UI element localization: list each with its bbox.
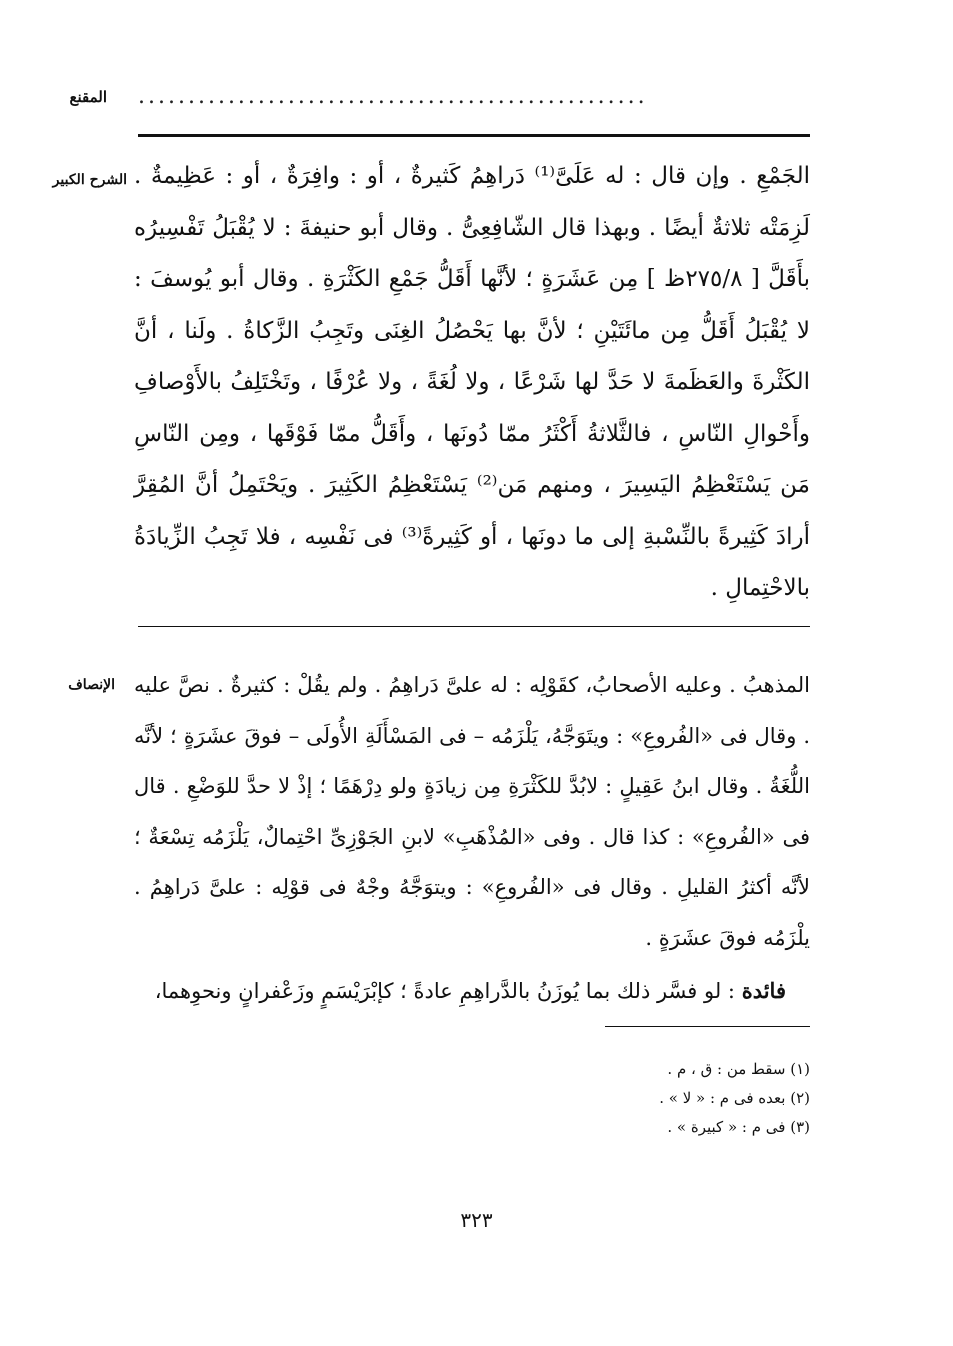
page-number: ٣٢٣ <box>460 1208 493 1232</box>
footnote-2: (٢) بعده فى م : « لا » . <box>659 1089 810 1107</box>
footnote-3: (٣) فى م : « كبيرة » . <box>667 1118 810 1136</box>
footnotes <box>410 1055 810 1142</box>
section-label-insaf: الإنصاف <box>68 677 115 693</box>
insaf-text: المذهبُ . وعليه الأصحابُ، كقَوْلِه : له علىَّ دَراهِمُ . ولم يقُلْ : كثيرةٌ . نصَّ عليه . وقال فى «الفُروعِ» : ويتَوَجَّهُ، يَلْزَمُه – فى المَسْأَلَةِ الأُولَى – فوقَ عشَرَةٍ ؛ لأنَّه اللُّغَةُ . وقال ابنُ عَقِيلٍ : لابُدَّ للكَثْرَةِ مِن زيادَةٍ ولو دِرْهَمًا ؛ إذْ لا حدَّ للوَضْعِ . قال فى «الفُروعِ» : كذا قال . وفى «المُذْهَبِ» لابنِ الجَوْزِىِّ احْتِمالٌ، يَلْزَمُه تِسْعَةٌ ؛ لأنَّه أكثرُ القليلِ . وقال فى «الفُروعِ» : ويتوَجَّهُ وجْهٌ فى قوْلِه : علىَّ دَراهِمُ . يلْزَمُه فوقَ عشَرَةٍ . <box>134 673 810 950</box>
faida-line <box>134 966 810 1016</box>
header-dotted-leader: ................................................... <box>138 84 648 109</box>
book-title: المقنع <box>69 88 107 106</box>
sharh-text: الجَمْعِ . وإن قال : له عَلَىَّ⁽¹⁾ دَراهِمُ كَثيرةٌ ، أو : وافِرَةٌ ، أو : عَظِيمةٌ . لَزِمَتْه ثلاثةٌ أيضًا . وبهذا قال الشّافِعِىُّ . وقال أبو حنيفةَ : لا يُقْبَلُ تَفْسِيرُه بأَقَلَّ [ ٢٧٥/٨ظ ] مِن عَشَرَةٍ ؛ لأنَّها أَقَلُّ جَمْعِ الكَثْرَةِ . وقال أبو يُوسفَ : لا يُقْبَلُ أَقَلُّ مِن مائَتَيْنِ ؛ لأنَّ بها يَحْصُلُ الغِنَى وتَجِبُ الزَّكاةُ . ولَنا ، أنَّ الكَثْرةَ والعَظَمةَ لا حَدَّ لها شَرْعًا ، ولا لُغَةً ، ولا عُرْفًا ، وتَخْتَلِفُ بالأَوْصافِ وأَحْوالِ النّاسِ ، فالثَّلاثةُ أَكْثَرُ ممّا دُونَها ، وأَقَلُّ ممّا فَوْقَها ، ومِن النّاسِ مَن يَسْتَعْظِمُ اليَسِيرَ ، ومنهم مَن⁽²⁾ يَسْتَعْظِمُ الكَثِيرَ . ويَحْتَمِلُ أنَّ المُقِرَّ أرادَ كَثِيرةً بالنِّسْبةِ إلى ما دونَها ، أو كَثِيرةً⁽³⁾ فى نَفْسِه ، فلا تَجِبُ الزِّيادَةُ بالاحْتِمالِ . <box>134 163 810 601</box>
header-rule <box>138 134 810 137</box>
section-divider <box>138 626 810 627</box>
section-label-sharh: الشرح الكبير <box>52 172 127 188</box>
footnote-1: (١) سقط من : ق ، م . <box>667 1060 810 1078</box>
footnote-rule <box>605 1026 810 1027</box>
faida-text: : لو فسَّر ذلك بما يُوزَنُ بالدَّراهِمِ عادةً ؛ كإبْرَيْسَمٍ وزَعْفرانٍ ونحوِهما، <box>154 979 742 1003</box>
faida-label: فائدة <box>741 978 786 1003</box>
